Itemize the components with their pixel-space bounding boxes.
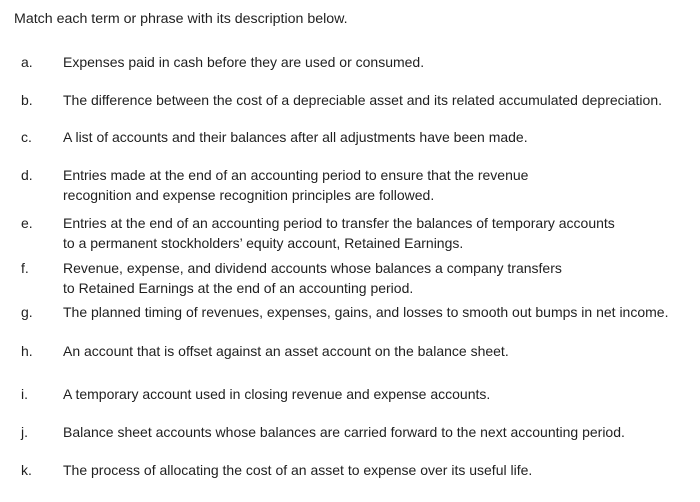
item-letter: j. [21, 424, 28, 440]
item-description: Revenue, expense, and dividend accounts whose balances a company transfers to Retained Earnings at the end of an accounting period. [63, 260, 562, 296]
instruction-text: Match each term or phrase with its description below. [14, 11, 348, 27]
item-description: The difference between the cost of a depreciable asset and its related accumulated depreciation. [63, 92, 663, 108]
item-letter: c. [21, 129, 32, 145]
item-description: An account that is offset against an asset account on the balance sheet. [63, 343, 509, 359]
item-letter: d. [21, 167, 33, 183]
item-description: Entries made at the end of an accounting period to ensure that the revenue recognition and expense recognition principles are followed. [63, 167, 529, 203]
item-letter: a. [21, 54, 33, 70]
item-letter: h. [21, 343, 33, 359]
item-letter: i. [21, 386, 28, 402]
item-letter: e. [21, 215, 33, 231]
item-letter: f. [21, 260, 29, 276]
item-letter: g. [21, 304, 33, 320]
item-description: A temporary account used in closing revenue and expense accounts. [63, 386, 491, 402]
item-description: Balance sheet accounts whose balances are carried forward to the next accounting period. [63, 424, 625, 440]
item-description: The planned timing of revenues, expenses, gains, and losses to smooth out bumps in net income. [63, 304, 669, 320]
item-description: A list of accounts and their balances after all adjustments have been made. [63, 129, 528, 145]
item-description: Entries at the end of an accounting period to transfer the balances of temporary accounts to a permanent stockholders’ equity account, Retained Earnings. [63, 215, 615, 251]
item-description: Expenses paid in cash before they are used or consumed. [63, 54, 425, 70]
item-letter: b. [21, 92, 33, 108]
item-description: The process of allocating the cost of an asset to expense over its useful life. [63, 462, 533, 478]
item-letter: k. [21, 462, 32, 478]
